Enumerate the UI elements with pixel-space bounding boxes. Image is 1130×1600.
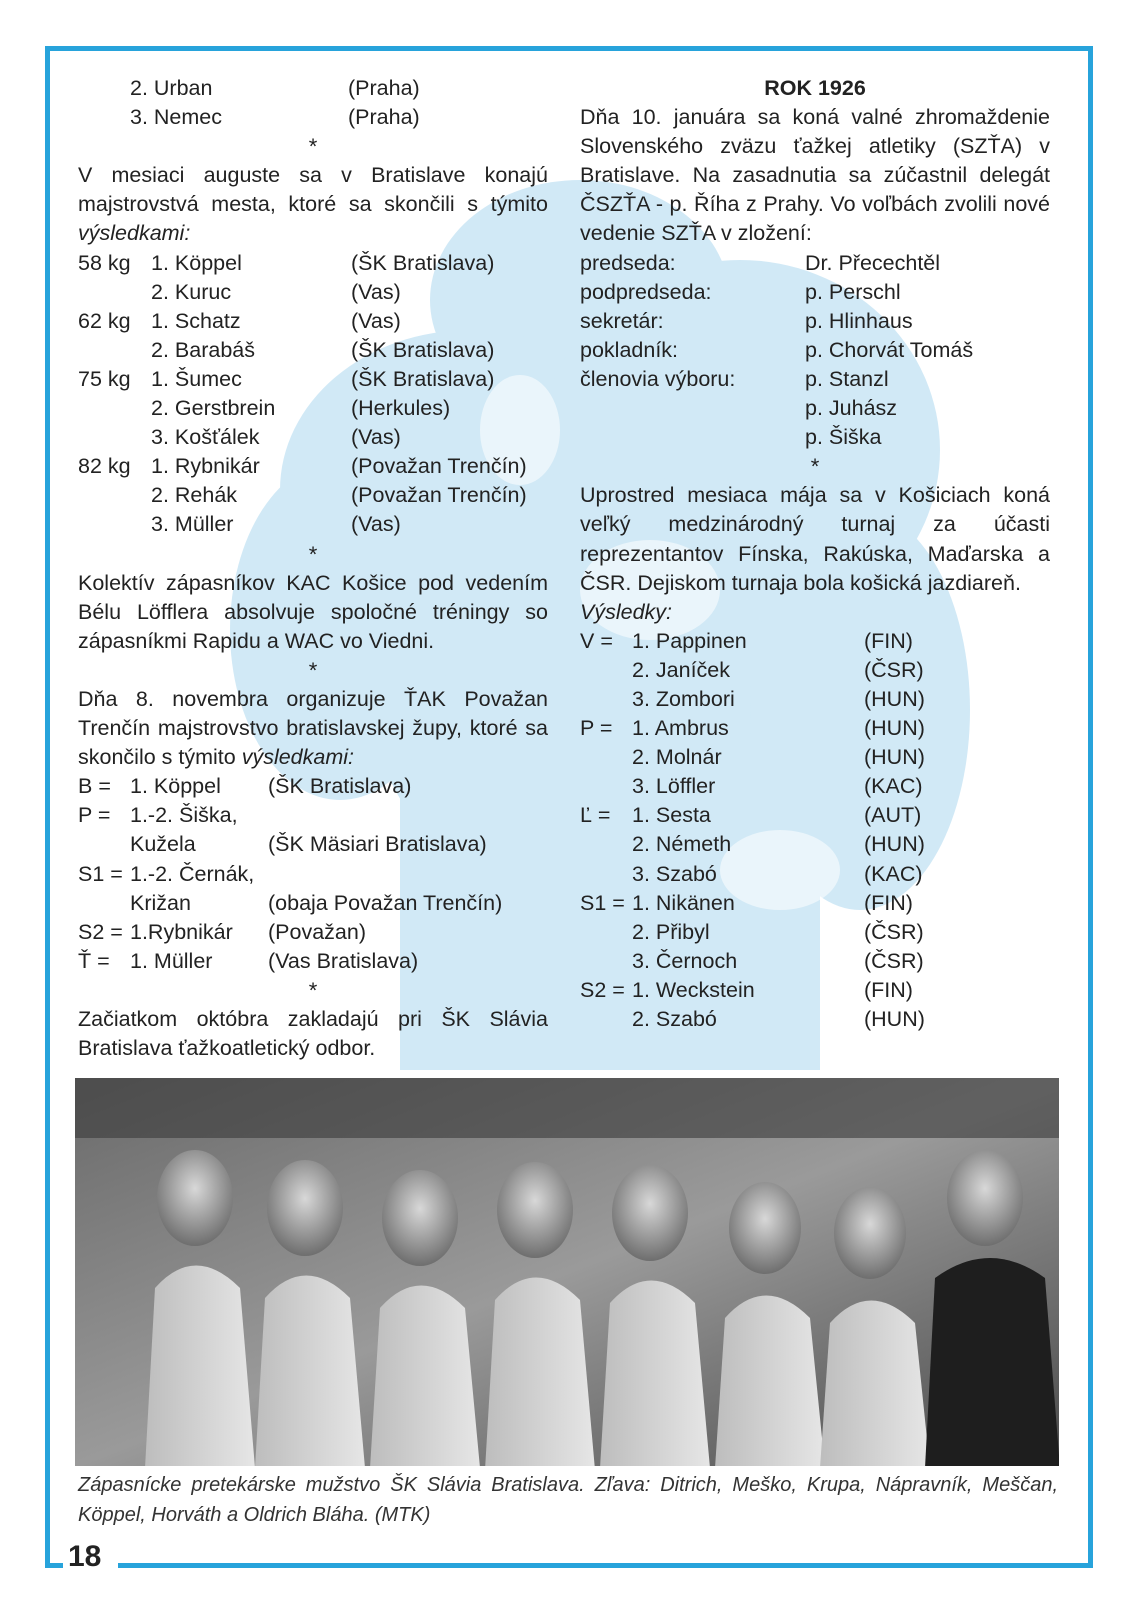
- august-results-label: výsledkami:: [78, 221, 191, 246]
- result-club: (FIN): [864, 890, 913, 915]
- result-weight: [580, 918, 632, 947]
- result-place: 2. Kuruc: [151, 279, 232, 304]
- result-row: [580, 947, 1050, 976]
- result-weight: [78, 278, 151, 307]
- result-place: 1. Ambrus: [632, 716, 729, 741]
- result-role: členovia výboru:: [580, 366, 736, 391]
- left-top-results: [78, 74, 548, 132]
- result-place: 2. Barabáš: [151, 337, 255, 362]
- result-row: [580, 801, 1050, 830]
- result-club: (Považan Trenčín): [351, 454, 527, 479]
- august-results: [78, 249, 548, 540]
- result-place: 3. Košťálek: [151, 425, 260, 450]
- result-row: [78, 249, 548, 278]
- result-weight: P =: [78, 803, 111, 828]
- frame-bottom-left: [45, 1563, 63, 1568]
- result-club: (FIN): [864, 628, 913, 653]
- result-weight: [580, 860, 632, 889]
- august-paragraph: [78, 161, 548, 248]
- result-row: [78, 860, 548, 889]
- result-place: 2. Németh: [632, 832, 732, 857]
- result-weight: [78, 510, 151, 539]
- frame-bottom-right: [118, 1563, 1093, 1568]
- team-photo: [75, 1078, 1059, 1466]
- result-weight: 62 kg: [78, 308, 131, 333]
- result-weight: S1 =: [580, 890, 625, 915]
- result-place: 3. Nemec: [130, 105, 223, 130]
- result-club: (HUN): [864, 1007, 925, 1031]
- result-row: [580, 627, 1050, 656]
- result-weight: [78, 481, 151, 510]
- october-paragraph: Začiatkom októbra zakladajú pri ŠK Slávia Bratislava ťažkoatletický odbor.: [78, 1007, 548, 1061]
- result-club: (HUN): [864, 745, 925, 770]
- result-name: Dr. Přecechtěl: [805, 250, 941, 275]
- result-row: [580, 278, 1050, 307]
- result-weight: 82 kg: [78, 454, 131, 479]
- result-club: (ŠK Bratislava): [351, 337, 495, 362]
- result-place: 3. Müller: [151, 512, 234, 537]
- result-place: 1.Rybnikár: [130, 919, 233, 944]
- result-row: [78, 365, 548, 394]
- result-name: p. Chorvát Tomáš: [805, 337, 974, 362]
- result-place: 1. Sesta: [632, 803, 711, 828]
- result-row: [580, 656, 1050, 685]
- result-place: 1. Pappinen: [632, 628, 747, 653]
- result-weight: S2 =: [78, 919, 123, 944]
- result-club: (Vas): [351, 425, 401, 450]
- result-club: (AUT): [864, 803, 922, 828]
- result-club: (Herkules): [351, 396, 451, 421]
- result-role: sekretár:: [580, 308, 664, 333]
- result-name: p. Šiška: [805, 425, 882, 450]
- result-club: (Vas): [351, 512, 401, 537]
- result-role: pokladník:: [580, 337, 679, 362]
- result-club: (KAC): [864, 774, 923, 799]
- result-place: Kužela: [130, 832, 196, 857]
- result-row: [580, 685, 1050, 714]
- result-club: (HUN): [864, 686, 925, 711]
- result-place: 2. Rehák: [151, 483, 238, 508]
- result-place: 3. Szabó: [632, 861, 717, 886]
- result-place: 1. Köppel: [130, 774, 221, 799]
- right-column: [580, 74, 1050, 1034]
- result-place: 1.-2. Šiška,: [130, 803, 238, 828]
- result-row: [78, 336, 548, 365]
- result-weight: S2 =: [580, 977, 625, 1002]
- result-row: [78, 801, 548, 830]
- result-row: [78, 423, 548, 452]
- result-row: [78, 74, 548, 103]
- result-row: [78, 772, 548, 801]
- result-row: [78, 830, 548, 859]
- result-weight: [78, 394, 151, 423]
- result-row: [580, 307, 1050, 336]
- result-weight: [78, 830, 130, 859]
- january-paragraph: Dňa 10. januára sa koná valné zhromaždenie Slovenského zväzu ťažkej atletiky (SZŤA) v Bratislave. Na zasadnutia sa zúčastnil delegát ČSZŤA - p. Říha z Prahy. Vo voľbách zvolili nové vedenie SZŤA v zložení:: [580, 105, 1050, 246]
- result-club: (Považan Trenčín): [351, 483, 527, 508]
- may-paragraph: Uprostred mesiaca mája sa v Košiciach koná veľký medzinárodný turnaj za účasti reprezentantov Fínska, Rakúska, Maďarska a ČSR. Dejiskom turnaja bola košická jazdiareň.: [580, 483, 1050, 595]
- result-row: [78, 307, 548, 336]
- result-row: [580, 394, 1050, 423]
- result-place: 3. Löffler: [632, 774, 716, 799]
- result-row: [78, 889, 548, 918]
- result-role: podpredseda:: [580, 279, 712, 304]
- result-name: p. Hlinhaus: [805, 308, 913, 333]
- result-weight: [580, 656, 632, 685]
- result-place: 1. Nikänen: [632, 890, 735, 915]
- result-row: [580, 1005, 1050, 1034]
- result-row: [580, 743, 1050, 772]
- separator-star: *: [308, 134, 318, 160]
- result-weight: 58 kg: [78, 250, 131, 275]
- photo-caption: Zápasnícke pretekárske mužstvo ŠK Slávia Bratislava. Zľava: Ditrich, Meško, Krupa, Nápravník, Meščan, Köppel, Horváth a Oldrich Bláha. (MTK): [78, 1474, 1058, 1526]
- result-row: [580, 918, 1050, 947]
- result-place: 1. Köppel: [151, 250, 242, 275]
- november-paragraph: [78, 685, 548, 772]
- result-club: (Vas Bratislava): [268, 948, 419, 973]
- result-place: 1. Rybnikár: [151, 454, 260, 479]
- separator-star: *: [308, 541, 318, 567]
- result-place: 1. Müller: [130, 948, 213, 973]
- result-row: [580, 889, 1050, 918]
- result-club: (FIN): [864, 977, 913, 1002]
- result-place: 1.-2. Černák,: [130, 861, 255, 886]
- left-column: [78, 74, 548, 1063]
- result-row: [78, 394, 548, 423]
- result-club: (Praha): [348, 76, 420, 100]
- result-weight: [580, 830, 632, 859]
- november-results-label: výsledkami:: [241, 745, 355, 770]
- result-row: [78, 481, 548, 510]
- result-row: [580, 365, 1050, 394]
- result-place: 1. Šumec: [151, 366, 242, 391]
- result-name: p. Perschl: [805, 279, 901, 304]
- result-club: (ČSR): [864, 657, 924, 682]
- may-results: [580, 627, 1050, 1034]
- result-place: 2. Gerstbrein: [151, 396, 276, 421]
- separator-star: *: [308, 977, 318, 1003]
- result-row: [580, 249, 1050, 278]
- result-weight: [580, 685, 632, 714]
- result-role: [580, 423, 805, 452]
- result-club: (HUN): [864, 716, 925, 741]
- result-club: (ŠK Bratislava): [351, 250, 495, 275]
- separator-star: *: [308, 657, 318, 683]
- result-weight: [580, 743, 632, 772]
- page-number: 18: [68, 1540, 102, 1573]
- result-place: 1. Schatz: [151, 308, 241, 333]
- result-club: (ŠK Bratislava): [268, 774, 412, 799]
- result-weight: [580, 947, 632, 976]
- result-weight: [580, 1005, 632, 1034]
- result-weight: Ť =: [78, 948, 110, 973]
- result-club: (obaja Považan Trenčín): [268, 890, 503, 915]
- result-row: [580, 336, 1050, 365]
- year-heading: ROK 1926: [764, 76, 866, 100]
- result-name: p. Stanzl: [805, 366, 889, 391]
- result-weight: Ľ =: [580, 803, 611, 828]
- result-weight: S1 =: [78, 861, 123, 886]
- result-place: 3. Černoch: [632, 948, 738, 973]
- result-club: (Vas): [351, 308, 401, 333]
- result-name: p. Juhász: [805, 396, 898, 421]
- result-place: Križan: [130, 890, 191, 915]
- result-club: (ČSR): [864, 919, 924, 944]
- result-place: 2. Szabó: [632, 1007, 717, 1031]
- result-club: (KAC): [864, 861, 923, 886]
- result-row: [580, 714, 1050, 743]
- result-row: [580, 772, 1050, 801]
- result-place: 3. Zombori: [632, 686, 735, 711]
- result-club: (Považan): [268, 919, 366, 944]
- result-row: [580, 830, 1050, 859]
- result-club: (ŠK Bratislava): [351, 366, 495, 391]
- result-weight: P =: [580, 716, 613, 741]
- result-weight: B =: [78, 774, 111, 799]
- result-weight: [580, 772, 632, 801]
- result-row: [580, 976, 1050, 1005]
- separator-star: *: [810, 454, 820, 480]
- result-club: (HUN): [864, 832, 925, 857]
- result-row: [78, 918, 548, 947]
- result-weight: [78, 889, 130, 918]
- result-place: 2. Janíček: [632, 657, 730, 682]
- result-place: 2. Urban: [130, 76, 213, 100]
- result-row: [78, 947, 548, 976]
- result-row: [78, 452, 548, 481]
- result-row: [78, 103, 548, 132]
- result-club: (ČSR): [864, 948, 924, 973]
- result-role: predseda:: [580, 250, 676, 275]
- officers-list: [580, 249, 1050, 453]
- kac-paragraph: Kolektív zápasníkov KAC Košice pod vedením Bélu Löfflera absolvuje spoločné tréningy so zápasníkmi Rapidu a WAC vo Viedni.: [78, 570, 548, 653]
- result-club: (ŠK Mäsiari Bratislava): [268, 832, 487, 857]
- result-club: (Vas): [351, 279, 401, 304]
- november-intro: Dňa 8. novembra organizuje ŤAK Považan Trenčín majstrovstvo bratislavskej župy, ktoré sa skončilo s týmito: [78, 686, 548, 770]
- result-place: 2. Přibyl: [632, 919, 710, 944]
- november-results: [78, 772, 548, 976]
- result-weight: [78, 336, 151, 365]
- result-club: (Praha): [348, 105, 420, 130]
- august-intro: V mesiaci auguste sa v Bratislave konajú majstrovstvá mesta, ktoré sa skončili s týmito: [78, 163, 548, 217]
- result-weight: 75 kg: [78, 366, 131, 391]
- result-row: [580, 860, 1050, 889]
- result-row: [78, 510, 548, 539]
- result-place: 2. Molnár: [632, 745, 722, 770]
- result-weight: V =: [580, 628, 613, 653]
- may-results-label: Výsledky:: [580, 599, 673, 624]
- result-weight: [78, 423, 151, 452]
- result-role: [580, 394, 805, 423]
- result-row: [78, 278, 548, 307]
- result-row: [580, 423, 1050, 452]
- result-place: 1. Weckstein: [632, 977, 755, 1002]
